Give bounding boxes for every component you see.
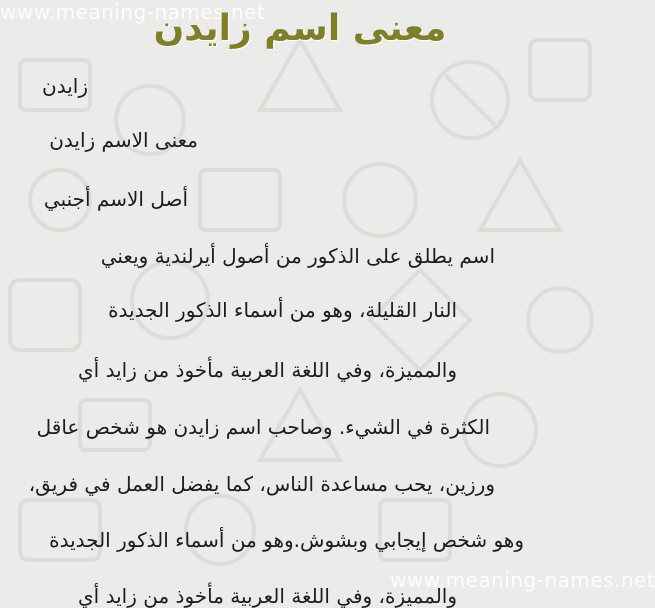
page-title: معنى اسم زايدن — [153, 8, 447, 49]
text-line: وهو شخص إيجابي وبشوش.وهو من أسماء الذكور الجديدة — [49, 528, 524, 552]
text-line: النار القليلة، وهو من أسماء الذكور الجديدة — [108, 298, 457, 322]
text-line: الكثرة في الشيء. وصاحب اسم زايدن هو شخص عاقل — [36, 415, 490, 439]
text-line: معنى الاسم زايدن — [49, 128, 198, 152]
text-line: والمميزة، وفي اللغة العربية مأخوذ من زايد أي — [78, 584, 457, 608]
watermark-top: www.meaning-names.net — [0, 0, 266, 24]
watermark-bottom: www.meaning-names.net — [390, 568, 655, 592]
text-line: زايدن — [42, 74, 88, 98]
text-line: اسم يطلق على الذكور من أصول أيرلندية ويعني — [100, 244, 495, 268]
text-line: أصل الاسم أجنبي — [43, 187, 188, 211]
text-line: والمميزة، وفي اللغة العربية مأخوذ من زايد أي — [78, 358, 457, 382]
text-line: ورزين، يحب مساعدة الناس، كما يفضل العمل في فريق، — [28, 472, 495, 496]
